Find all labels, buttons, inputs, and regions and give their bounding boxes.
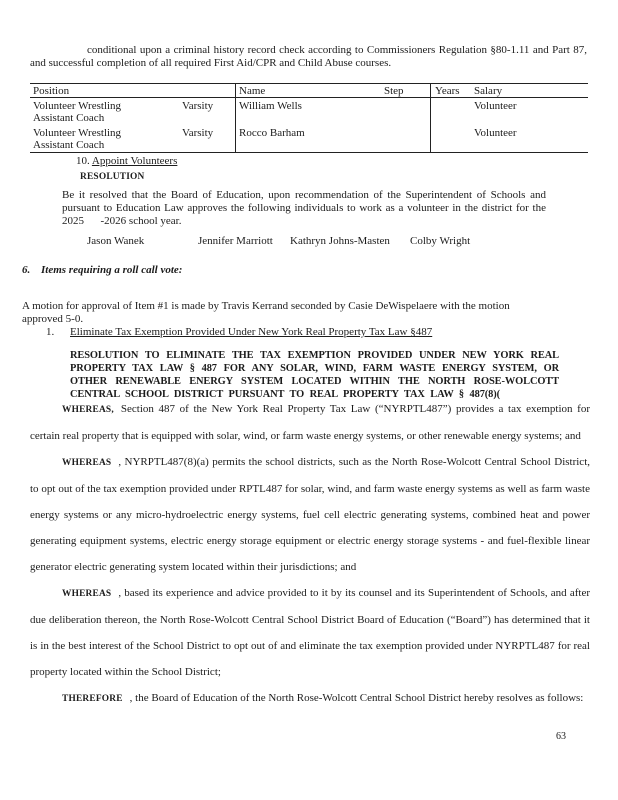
column-header-years-salary <box>430 84 588 97</box>
cell-level: Varsity <box>182 100 214 112</box>
volunteer-name: Kathryn Johns-Masten <box>290 235 390 247</box>
cell-salary: Volunteer <box>430 98 588 125</box>
volunteer-names-row <box>0 235 618 249</box>
column-header-name: Name <box>239 85 266 97</box>
table-header-row <box>30 84 588 98</box>
cell-salary: Volunteer <box>430 125 588 152</box>
section10-body: Be it resolved that the Board of Education, upon recommendation of the Superintendent of Schools and pursuant to Education Law approves the following individuals to work as a volunteer in the district for the 2025 -2026 school year. <box>62 189 546 228</box>
column-header-name-step <box>235 84 430 97</box>
table-row <box>30 125 588 152</box>
section10-number: 10. <box>76 155 90 167</box>
whereas-paragraph: WHEREAS , NYRPTL487(8)(a) permits the school districts, such as the North Rose-Wolcott Central School District, to opt out of the tax exemption provided under RPTL487 for solar, wind, and farm waste energy systems as well as farm waste energy systems or any micro-hydroelectric energy systems, fuel cell electric generating systems, combined heat and power generating equipment systems, electric energy storage equipment or electric energy storage systems - and fuel-flexible linear generator electric generating system located within their jurisdictions; and <box>30 456 590 573</box>
whereas-paragraph: WHEREAS , based its experience and advice provided to it by its counsel and its Superintendent of Schools, and after due deliberation thereon, the North Rose-Wolcott Central School District Board of Education (“Board”) has determined that it is in the best interest of the School District to opt out of and eliminate the tax exemption provided under NYRPTL487 for real property located within the School District; <box>30 587 590 678</box>
cell-name: Rocco Barham <box>235 125 430 152</box>
section6-heading <box>22 264 182 276</box>
cell-position: Volunteer Wrestling Assistant Coach Varsity <box>33 100 214 124</box>
appointments-table <box>30 83 588 153</box>
column-header-step: Step <box>384 85 404 97</box>
whereas-keyword: WHEREAS <box>62 458 112 468</box>
item1-title: Eliminate Tax Exemption Provided Under New York Real Property Tax Law §487 <box>70 326 433 338</box>
cell-position: Volunteer Wrestling Assistant Coach Varsity <box>33 127 214 151</box>
cell-level: Varsity <box>182 127 214 139</box>
volunteer-name: Colby Wright <box>410 235 471 247</box>
item1-resolution-caps: RESOLUTION TO ELIMINATE THE TAX EXEMPTION PROVIDED UNDER NEW YORK REAL PROPERTY TAX LAW § 487 FOR ANY SOLAR, WIND, FARM WASTE ENERGY SYSTEM, OR OTHER RENEWABLE ENERGY SYSTEM LOCATED WITHIN THE NORTH ROSE-WOLCOTT CENTRAL SCHOOL DISTRICT PURSUANT TO REAL PROPERTY TAX LAW § 487(8)( <box>70 350 559 401</box>
therefore-keyword: THEREFORE <box>62 694 123 704</box>
motion-paragraph: A motion for approval of Item #1 is made by Travis Kerrand seconded by Casie DeWispelaere with the motion approved 5-0. <box>22 300 510 326</box>
column-header-salary: Salary <box>474 85 503 97</box>
cell-name: William Wells <box>235 98 430 125</box>
resolution-label: RESOLUTION <box>80 172 145 182</box>
column-header-position: Position <box>33 85 70 97</box>
intro-paragraph: conditional upon a criminal history record check according to Commissioners Regulation §80-1.11 and Part 87, and successful completion of all required First Aid/CPR and Child Abuse courses. <box>30 44 587 70</box>
volunteer-name: Jason Wanek <box>87 235 145 247</box>
page-number: 63 <box>556 731 566 742</box>
section6-number: 6. <box>22 264 31 276</box>
item1-number: 1. <box>46 326 55 338</box>
therefore-paragraph: THEREFORE , the Board of Education of the North Rose-Wolcott Central School District hereby resolves as follows: <box>62 692 584 704</box>
column-header-years: Years <box>435 85 460 97</box>
whereas-section <box>30 396 590 712</box>
section6-title: Items requiring a roll call vote: <box>41 264 183 276</box>
table-row <box>30 98 588 125</box>
whereas-paragraph: WHEREAS, Section 487 of the New York Real Property Tax Law (“NYRPTL487”) provides a tax exemption for certain real property that is equipped with solar, wind, or farm waste energy systems, or other renewable energy systems; and <box>30 403 590 442</box>
whereas-keyword: WHEREAS <box>62 589 112 599</box>
whereas-keyword: WHEREAS, <box>62 405 114 415</box>
volunteer-name: Jennifer Marriott <box>198 235 273 247</box>
section10-title: Appoint Volunteers <box>91 155 178 167</box>
